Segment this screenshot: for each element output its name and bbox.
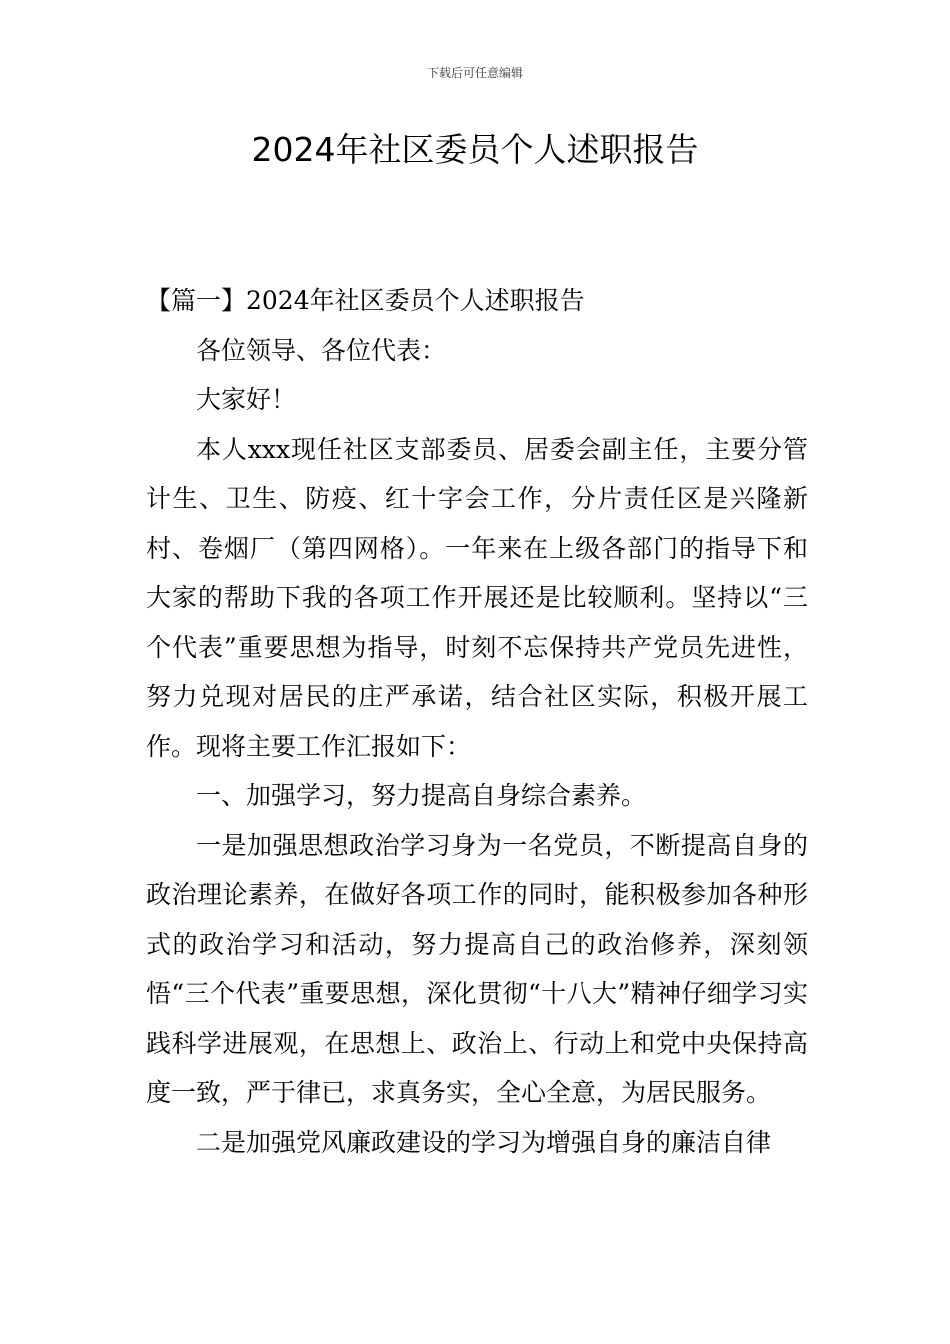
paragraph-greeting: 大家好！ xyxy=(196,385,297,414)
paragraph-section-one-heading: 一、加强学习，努力提高自身综合素养。 xyxy=(196,781,647,810)
section-heading: 【篇一】2024年社区委员个人述职报告 xyxy=(146,286,585,315)
paragraph-salutation: 各位领导、各位代表： xyxy=(196,335,447,365)
header-note: 下载后可任意编辑 xyxy=(426,66,523,80)
paragraph-introduction: 本人xxx现任社区支部委员、居委会副主任，主要分管计生、卫生、防疫、红十字会工作，分片责任区是兴隆新村、卷烟厂（第四网格）。一年来在上级各部门的指导下和大家的帮助下我的各项工作开展还是比较顺利。坚持以“三个代表”重要思想为指导，时刻不忘保持共产党员先进性，努力兑现对居民的庄严承诺，结合社区实际，积极开展工作。现将主要工作汇报如下： xyxy=(146,434,808,761)
document-body xyxy=(146,276,808,1167)
paragraph-integrity-study: 二是加强党风廉政建设的学习为增强自身的廉洁自律 xyxy=(196,1127,772,1157)
paragraph-political-study: 一是加强思想政治学习身为一名党员，不断提高自身的政治理论素养，在做好各项工作的同时，能积极参加各种形式的政治学习和活动，努力提高自己的政治修养，深刻领悟“三个代表”重要思想，深化贯彻“十八大”精神仔细学习实践科学进展观，在思想上、政治上、行动上和党中央保持高度一致，严于律已，求真务实，全心全意，为居民服务。 xyxy=(146,830,808,1107)
document-title: 2024年社区委员个人述职报告 xyxy=(251,130,699,169)
